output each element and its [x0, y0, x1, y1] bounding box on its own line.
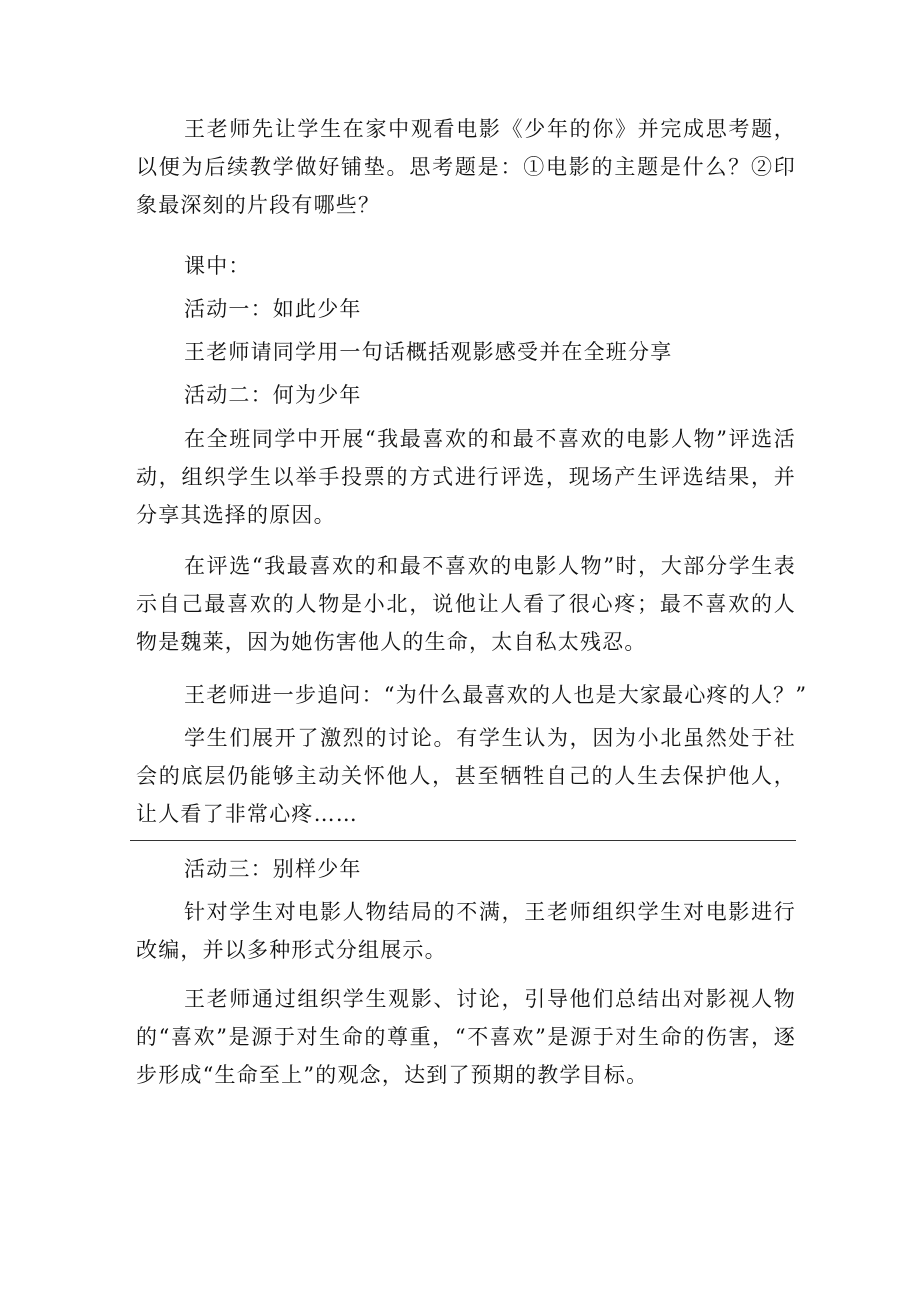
paragraph-conclusion: 王老师通过组织学生观影、讨论，引导他们总结出对影视人物的“喜欢”是源于对生命的尊重，“不喜欢”是源于对生命的伤害，逐步形成“生命至上”的观念，达到了预期的教学目标。	[136, 987, 796, 1087]
activity-one-heading: 活动一：如此少年	[184, 297, 362, 321]
paragraph-activity-one: 王老师请同学用一句话概括观影感受并在全班分享	[184, 340, 673, 364]
horizontal-divider	[130, 840, 796, 841]
paragraph-student-discussion: 学生们展开了激烈的讨论。有学生认为，因为小北虽然处于社会的底层仍能够主动关怀他人，甚至牺牲自己的人生去保护他人，让人看了非常心疼……	[136, 726, 796, 826]
paragraph-voting-result: 在评选“我最喜欢的和最不喜欢的电影人物”时，大部分学生表示自己最喜欢的人物是小北，说他让人看了很心疼；最不喜欢的人物是魏莱，因为她伤害他人的生命，太自私太残忍。	[136, 554, 796, 654]
paragraph-preparation: 王老师先让学生在家中观看电影《少年的你》并完成思考题，以便为后续教学做好铺垫。思考题是：①电影的主题是什么？②印象最深刻的片段有哪些？	[136, 117, 796, 217]
section-heading-in-class: 课中：	[184, 254, 251, 278]
activity-three-heading: 活动三：别样少年	[184, 857, 362, 881]
paragraph-teacher-question: 王老师进一步追问：“为什么最喜欢的人也是大家最心疼的人？”	[184, 683, 808, 707]
activity-two-heading: 活动二：何为少年	[184, 383, 362, 407]
paragraph-activity-three: 针对学生对电影人物结局的不满，王老师组织学生对电影进行改编，并以多种形式分组展示。	[136, 900, 796, 962]
paragraph-activity-two: 在全班同学中开展“我最喜欢的和最不喜欢的电影人物”评选活动，组织学生以举手投票的方式进行评选，现场产生评选结果，并分享其选择的原因。	[136, 427, 796, 527]
